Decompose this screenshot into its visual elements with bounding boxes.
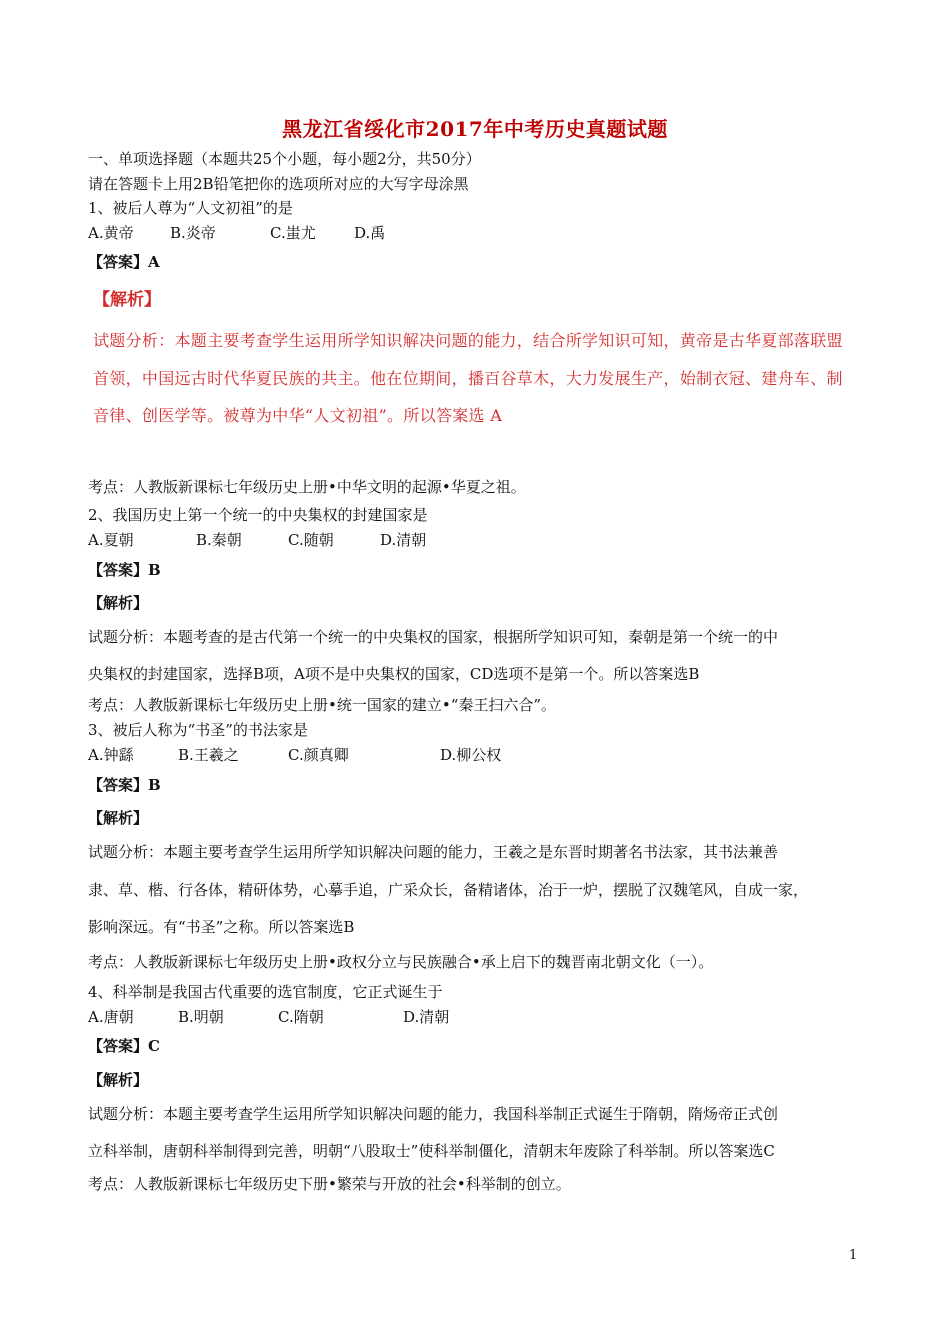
question-1-analysis-line: 音律、创医学等。被尊为中华“人文初祖”。所以答案选 A	[93, 406, 503, 425]
question-4-stem: 4、科举制是我国古代重要的选官制度，它正式诞生于	[88, 983, 443, 1001]
question-4-options	[88, 1007, 449, 1027]
option-a: A.黄帝	[88, 224, 134, 242]
question-3-analysis-line: 影响深远。有“书圣”之称。所以答案选B	[88, 918, 355, 936]
option-b: B.炎帝	[170, 224, 216, 242]
question-3-kaodian: 考点：人教版新课标七年级历史上册•政权分立与民族融合•承上启下的魏晋南北朝文化（一）。	[88, 953, 714, 971]
option-a: A.夏朝	[88, 531, 134, 549]
question-1-analysis-line: 首领，中国远古时代华夏民族的共主。他在位期间，播百谷草木，大力发展生产，始制衣冠、建舟车、制	[93, 369, 843, 388]
question-3-options	[88, 745, 501, 765]
option-c: C.颜真卿	[288, 746, 349, 764]
option-d: D.柳公权	[440, 746, 502, 764]
instruction: 请在答题卡上用2B铅笔把你的选项所对应的大写字母涂黑	[88, 175, 469, 193]
question-3-answer: 【答案】B	[88, 776, 161, 794]
question-3-analysis-label: 【解析】	[88, 809, 149, 827]
option-a: A.唐朝	[88, 1008, 134, 1026]
question-1-kaodian: 考点：人教版新课标七年级历史上册•中华文明的起源•华夏之祖。	[88, 478, 526, 496]
question-2-options	[88, 530, 426, 550]
option-d: D.清朝	[403, 1008, 450, 1026]
question-3-stem: 3、被后人称为“书圣”的书法家是	[88, 721, 308, 739]
question-4-analysis-label: 【解析】	[88, 1071, 149, 1089]
question-3-analysis-line: 试题分析：本题主要考查学生运用所学知识解决问题的能力，王羲之是东晋时期著名书法家，其书法兼善	[88, 843, 779, 861]
option-d: D.清朝	[380, 531, 427, 549]
question-2-kaodian: 考点：人教版新课标七年级历史上册•统一国家的建立•“秦王扫六合”。	[88, 696, 557, 714]
question-3-analysis-line: 隶、草、楷、行各体，精研体势，心摹手追，广采众长，备精诸体，冶于一炉，摆脱了汉魏笔风，自成一家，	[88, 881, 809, 899]
option-c: C.隋朝	[278, 1008, 324, 1026]
question-2-stem: 2、我国历史上第一个统一的中央集权的封建国家是	[88, 506, 428, 524]
question-4-kaodian: 考点：人教版新课标七年级历史下册•繁荣与开放的社会•科举制的创立。	[88, 1175, 571, 1193]
page-number: 1	[849, 1248, 858, 1263]
question-2-analysis-line: 试题分析：本题考查的是古代第一个统一的中央集权的国家，根据所学知识可知，秦朝是第一个统一的中	[88, 628, 779, 646]
question-1-answer: 【答案】A	[88, 253, 160, 271]
option-b: B.王羲之	[178, 746, 239, 764]
question-2-analysis-label: 【解析】	[88, 594, 149, 612]
option-b: B.明朝	[178, 1008, 224, 1026]
question-4-analysis-line: 立科举制，唐朝科举制得到完善，明朝“八股取士”使科举制僵化，清朝末年废除了科举制。所以答案选C	[88, 1142, 775, 1160]
question-2-analysis-line: 央集权的封建国家，选择B项，A项不是中央集权的国家，CD选项不是第一个。所以答案选B	[88, 665, 700, 683]
option-a: A.钟繇	[88, 746, 134, 764]
question-1-analysis-label: 【解析】	[93, 290, 161, 310]
document-title: 黑龙江省绥化市2017年中考历史真题试题	[282, 117, 668, 141]
question-4-analysis-line: 试题分析：本题主要考查学生运用所学知识解决问题的能力，我国科举制正式诞生于隋朝，隋炀帝正式创	[88, 1105, 779, 1123]
option-c: C.随朝	[288, 531, 334, 549]
question-1-stem: 1、被后人尊为“人文初祖”的是	[88, 199, 293, 217]
option-b: B.秦朝	[196, 531, 242, 549]
question-1-analysis-line: 试题分析：本题主要考查学生运用所学知识解决问题的能力，结合所学知识可知，黄帝是古华夏部落联盟	[93, 331, 843, 350]
question-1-options	[88, 223, 385, 243]
question-4-answer: 【答案】C	[88, 1037, 160, 1055]
question-2-answer: 【答案】B	[88, 561, 161, 579]
section-header: 一、单项选择题（本题共25个小题，每小题2分，共50分）	[88, 150, 481, 168]
option-c: C.蚩尤	[270, 224, 316, 242]
option-d: D.禹	[354, 224, 386, 242]
